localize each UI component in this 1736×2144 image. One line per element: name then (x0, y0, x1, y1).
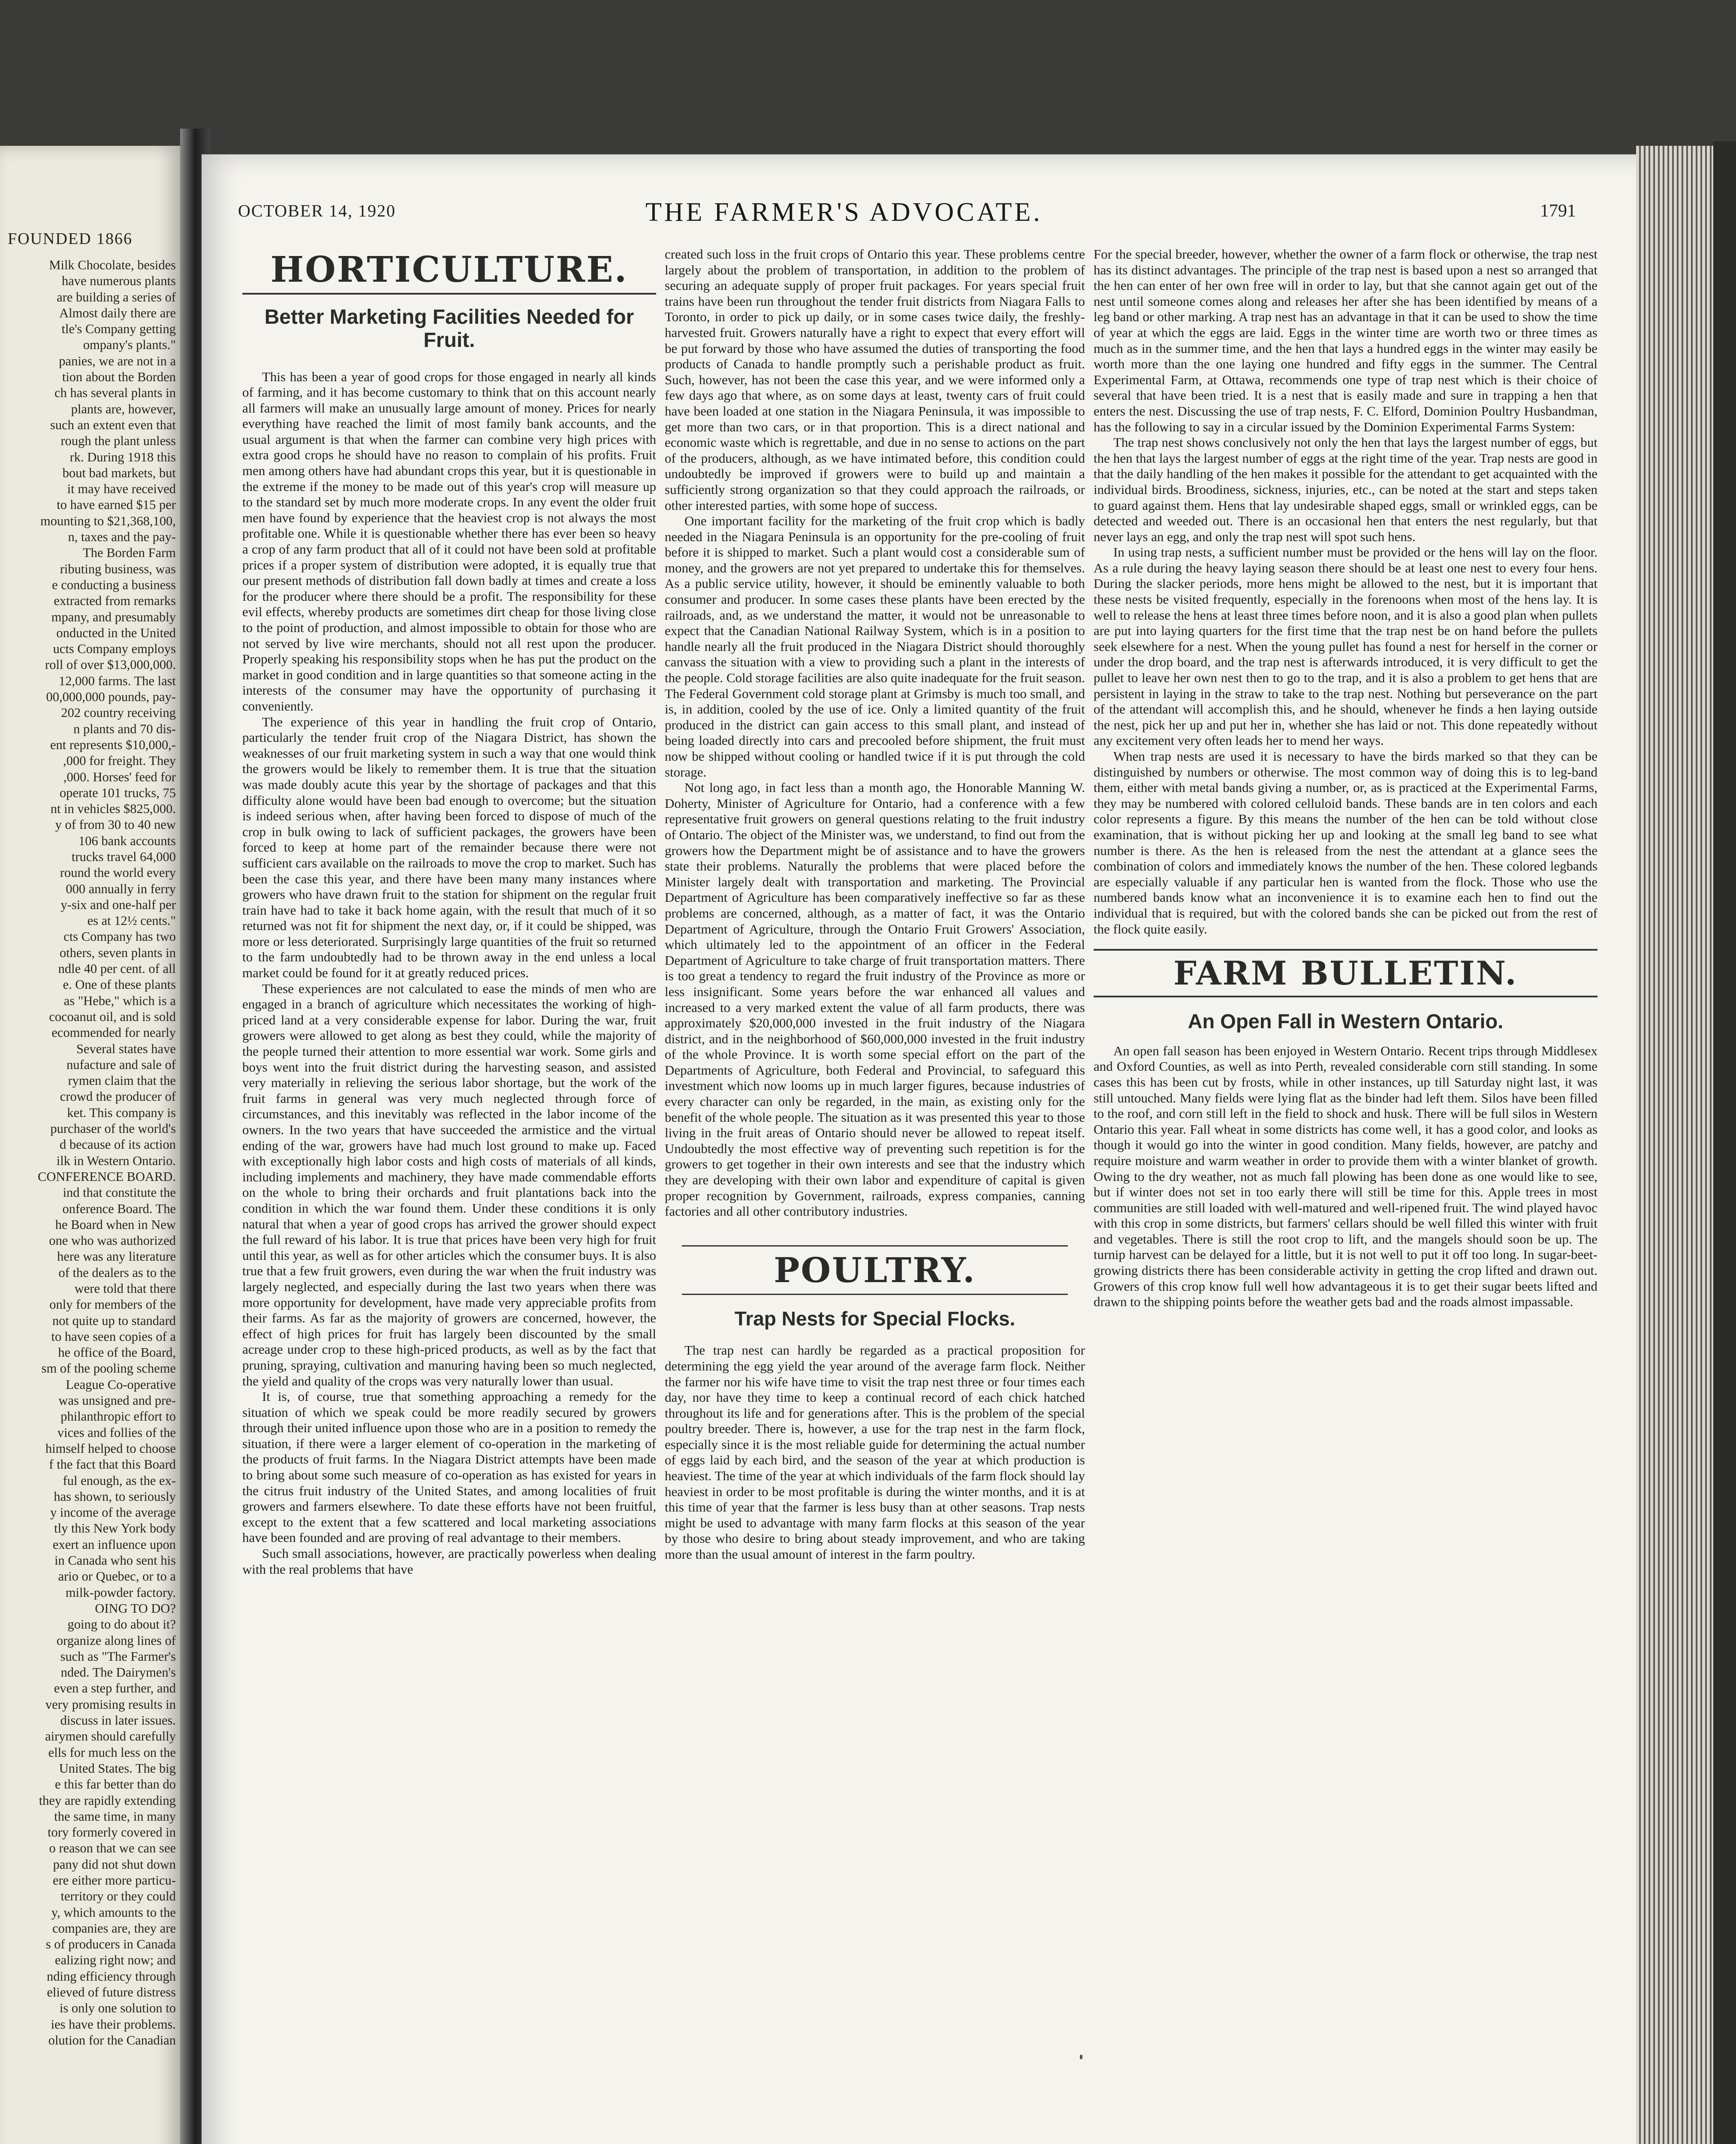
text-fragment: has shown, to seriously (54, 1489, 176, 1504)
text-fragment: ompany's plants." (83, 337, 176, 352)
text-fragment: The Borden Farm (83, 545, 176, 560)
text-fragment: y of from 30 to 40 new (55, 817, 176, 832)
text-fragment: such an extent even that (50, 417, 176, 432)
text-fragment: ributing business, was (60, 561, 176, 576)
text-fragment: such as "The Farmer's (60, 1649, 176, 1664)
text-fragment: tly this New York body (54, 1521, 176, 1536)
text-fragment: have numerous plants (62, 274, 176, 289)
text-fragment: rymen claim that the (68, 1073, 176, 1088)
text-fragment: 106 bank accounts (78, 833, 176, 848)
paragraph: It is, of course, true that something approaching a remedy for the situation of which we speak could be more readily secured by growers through their united influence upon those who are in a position to remedy the situation, if there were a larger element of co-operation in the marketing of the products of fruit farms. In the Niagara District attempts have been made to bring about some such measure of co-operation as has existed for years in the citrus fruit industry of the United States, and among localities of fruit growers and farmers elsewhere. To date these efforts have not been fruitful, except to the extent that a few scattered and local marketing associations have been founded and are proving of real advantage to their members. (242, 1389, 656, 1545)
print-speck (1080, 2055, 1082, 2059)
paragraph: Not long ago, in fact less than a month ago, the Honorable Manning W. Doherty, Minister of Agriculture for Ontario, had a conference with a few representative fruit growers on general questions relating to the fruit industry of Ontario. The object of the Minister was, we understand, to find out from the growers how the Department might be of assistance and to have the growers state their problems. Naturally the problems that were placed before the Minister largely dealt with transportation and marketing. The Provincial Department of Agriculture has been comparatively ineffective so far as these problems are concerned, although, as a matter of fact, it was the Ontario Department of Agriculture, through the Ontario Fruit Growers' Association, which ultimately led to the appointment of an officer in the Federal Department of Agriculture to take charge of fruit transportation matters. There is too great a tendency to regard the fruit industry of the Province as more or less insignificant. Some years before the war enhanced all values and increased to a very marked extent the value of all farm products, there was approximately $20,000,000 invested in the fruit industry of the Niagara district, and in the neighborhood of $60,000,000 invested in the fruit industry of the whole Province. It is worth some special effort on the part of the Departments of Agriculture, both Federal and Provincial, to safeguard this investment which now looms up in much larger figures, because industries of every character can only be regarded, in the main, as existing only for the benefit of the whole people. The situation as it was presented this year to those living in the fruit areas of Ontario should never be allowed to repeat itself. Undoubtedly the most effective way of preventing such repetition is for the growers to get together in their own interests and see that the industry which they are developing with their own labor and expenditure of capital is given proper recognition by Government, railroads, express companies, canning factories and all other contributory industries. (665, 780, 1085, 1219)
text-fragment: in Canada who sent his (54, 1553, 176, 1568)
text-fragment: pany did not shut down (53, 1857, 176, 1872)
text-fragment: one who was authorized (49, 1233, 176, 1248)
text-fragment: ilk in Western Ontario. (56, 1153, 176, 1168)
paragraph: created such loss in the fruit crops of Ontario this year. These problems centre largely about the problem of transportation, in addition to the problem of securing an adequate supply of proper fruit packages. For years special fruit trains have been run throughout the tender fruit districts from Niagara Falls to Toronto, in order to pick up daily, or in some cases twice daily, the freshly-harvested fruit. Growers naturally have a right to expect that every effort will be put forward by those who have assumed the duties of transporting the food products of Canada to handle promptly such a perishable product as fruit. Such, however, has not been the case this year, and we were informed only a few days ago that where, as on some days at least, twenty cars of fruit could have been loaded at one station in the Niagara Peninsula, it was impossible to get more than two cars, or in that proportion. This is a direct national and economic waste which is regrettable, and due in no sense to actions on the part of the producers, although, as we have intimated before, this condition could undoubtedly be improved if growers were to build up and maintain a sufficiently strong organization so that they could approach the railroads, or other interested parties, with some hope of success. (665, 247, 1085, 513)
publication-title: THE FARMER'S ADVOCATE. (645, 198, 1043, 227)
text-fragment: rk. During 1918 this (69, 449, 176, 464)
text-fragment: milk-powder factory. (65, 1585, 176, 1600)
text-fragment: cocoanut oil, and is sold (49, 1009, 176, 1024)
text-fragment: e this far better than do (54, 1777, 176, 1792)
text-fragment: he Board when in New (55, 1217, 176, 1232)
section-rule (1094, 949, 1597, 951)
paragraph: For the special breeder, however, whether the owner of a farm flock or otherwise, the trap nest has its distinct advantages. The principle of the trap nest is based upon a nest so arranged that the hen can enter of her own free will in order to lay, but that she cannot again get out of the nest until someone comes along and releases her after she has been identified by means of a leg band or other marking. A trap nest has an advantage in that it can be used to show the time of year at which the eggs are laid. Eggs in the winter time are worth two or three times as much as in the summer time, and the hen that lays a hundred eggs in the winter may easily be worth more than the one laying one hundred and fifty eggs in the summer. The Central Experimental Farm, at Ottawa, recommends one type of trap nest which is their choice of several that have been tried. It is a nest that is easily made and sure in trapping a hen that enters the nest. Discussing the use of trap nests, F. C. Elford, Dominion Poultry Husbandman, has the following to say in a circular issued by the Dominion Experimental Farms System: (1094, 247, 1597, 434)
text-fragment: are building a series of (57, 289, 176, 304)
text-fragment: es at 12½ cents." (87, 913, 176, 928)
text-fragment: airymen should carefully (45, 1729, 176, 1744)
article-title-open-fall: An Open Fall in Western Ontario. (1187, 1010, 1504, 1033)
text-fragment: 00,000,000 pounds, pay- (46, 690, 176, 705)
paragraph: The experience of this year in handling the fruit crop of Ontario, particularly the tender fruit crop of the Niagara District, has shown the weaknesses of our fruit marketing system in such a way that one would think the growers would be likely to remember them. It is true that the situation was made doubly acute this year by the shortage of packages and that this difficulty alone would have been bad enough to overcome; but the situation is indeed serious when, after having been forced to dispose of much of the crop in bulk owing to lack of sufficient packages, the growers have been forced to keep at home part of the remainder because there were not sufficient cars available on the railroads to move the crop to market. Such has been the case this year, and there have been many many instances where growers who have drawn fruit to the station for shipment on the regular fruit train have had to take it back home again, with the result that much of it so returned was not fit for shipment the next day, or, if it could be shipped, was more or less deteriorated. Surprisingly large quantities of the fruit so returned to the farm undoubtedly had to be thrown away in the end unless a local market could be found for it at greatly reduced prices. (242, 714, 656, 981)
text-fragment: nufacture and sale of (66, 1057, 176, 1072)
text-fragment: United States. The big (59, 1761, 176, 1776)
text-fragment: ent represents $10,000,- (50, 737, 176, 752)
text-fragment: onducted in the United (56, 625, 176, 640)
text-fragment: very promising results in (45, 1697, 176, 1712)
text-fragment: 202 country receiving (61, 705, 176, 720)
text-fragment: ies have their problems. (51, 2017, 176, 2032)
text-fragment: ,000. Horses' feed for (63, 769, 176, 784)
text-fragment: ells for much less on the (48, 1745, 176, 1760)
text-fragment: bout bad markets, but (62, 465, 176, 480)
text-fragment: only for members of the (49, 1297, 176, 1312)
text-fragment: ch has several plants in (54, 385, 176, 400)
text-fragment: n, taxes and the pay- (68, 530, 176, 545)
text-fragment: himself helped to choose (45, 1441, 176, 1456)
poultry-body (665, 1343, 1085, 1562)
text-fragment: tle's Company getting (61, 322, 176, 337)
text-fragment: purchaser of the world's (50, 1121, 176, 1136)
text-fragment: CONFERENCE BOARD. (38, 1169, 176, 1184)
horticulture-body (242, 369, 656, 1578)
section-title-horticulture: HORTICULTURE. (270, 249, 628, 290)
text-fragment: round the world every (60, 865, 176, 880)
text-fragment: League Co-operative (66, 1377, 176, 1392)
text-fragment: territory or they could (60, 1889, 176, 1904)
article-title-trap-nests: Trap Nests for Special Flocks. (734, 1307, 1016, 1330)
text-fragment: Several states have (76, 1041, 176, 1056)
text-fragment: trucks travel 64,000 (71, 849, 176, 864)
farm-bulletin-body (1094, 1043, 1597, 1310)
section-title-farm-bulletin: FARM BULLETIN. (1173, 954, 1518, 993)
text-fragment: y income of the average (50, 1505, 176, 1520)
running-head (238, 197, 1576, 227)
text-fragment: n plants and 70 dis- (73, 721, 176, 736)
text-fragment: ful enough, as the ex- (63, 1473, 176, 1488)
column-2 (665, 247, 1085, 2133)
paragraph: This has been a year of good crops for those engaged in nearly all kinds of farming, and it has become customary to think that on this account nearly all farmers will make an unusually large amount of money. Prices for nearly everything have reached the limit of most family bank accounts, and the usual argument is that when the farmer can combine very high prices with extra good crops he should have no reason to complain of his profits. Fruit men among others have had abundant crops this year, but it is questionable in the extreme if the money to be made out of this year's crop will measure up to the standard set by much more moderate crops. In any event the older fruit men have found by experience that the heaviest crop is not always the most profitable one. While it is questionable whether there has ever been so heavy a crop of any farm product that all of it could not have been sold at profitable prices if a proper system of distribution were adopted, it is equally true that our present methods of distribution fall down badly at times and create a loss for the producer where there should be a profit. The responsibility for these evil effects, whereby products are sometimes dirt cheap for those living close to the point of production, and almost impossible to obtain for those who are not served by live wire merchants, should not all rest upon the producer. Properly speaking his responsibility stops when he has put the product on the market in good condition and in large quantities so that someone acting in the interests of the consumer may have the opportunity of purchasing it conveniently. (242, 369, 656, 714)
text-fragment: is only one solution to (59, 2001, 176, 2016)
paragraph: In using trap nests, a sufficient number must be provided or the hens will lay on the floor. As a rule during the heavy laying season there should be at least one nest to every four hens. During the slacker periods, more hens might be allowed to the nest, but it is important that these nests be visited frequently, especially in the forenoons when most of the hens lay. It is well to release the hens at least three times before noon, and it is also a good plan when pullets are put into laying quarters for the first time that the trap nest be on hand before the pullets seek elsewhere for a nest. When the young pullet has found a nest for herself in the corner or under the drop board, and the trap nest is afterwards introduced, it is very difficult to get the pullet to leave her own nest then to go to the trap, and it is also a problem to get hens that are persistent in laying in the straw to take to the trap nest. Nothing but perseverance on the part of the attendant will accomplish this, and he should, whenever he finds a hen laying outside the nest, pick her up and put her in, whether she has laid or not. This done repeatedly without any excitement very often leads her to mend her ways. (1094, 545, 1597, 748)
text-fragment: exert an influence upon (52, 1537, 176, 1552)
text-fragment: panies, we are not in a (59, 353, 176, 368)
left-page (0, 146, 180, 2144)
text-fragment: ario or Quebec, or to a (58, 1569, 176, 1584)
page-edges-shadow (1713, 142, 1736, 2144)
text-fragment: roll of over $13,000,000. (45, 657, 176, 672)
text-fragment: discuss in later issues. (60, 1713, 176, 1728)
text-fragment: of the dealers as to the (58, 1265, 176, 1280)
text-fragment: here was any literature (57, 1249, 176, 1264)
section-rule (1094, 996, 1597, 997)
page-number: 1791 (1540, 201, 1576, 221)
text-fragment: to have seen copies of a (51, 1329, 176, 1344)
text-fragment: OING TO DO? (95, 1601, 176, 1616)
text-fragment: olution for the Canadian (48, 2033, 176, 2048)
text-fragment: ere either more particu- (52, 1873, 176, 1888)
text-fragment: companies are, they are (52, 1921, 176, 1936)
text-fragment: was unsigned and pre- (58, 1393, 176, 1408)
text-fragment: d because of its action (59, 1137, 176, 1152)
text-fragment: e. One of these plants (63, 977, 176, 992)
text-fragment: going to do about it? (67, 1617, 176, 1632)
text-fragment: ,000 for freight. They (63, 753, 176, 768)
text-fragment: ucts Company employs (53, 641, 176, 656)
text-fragment: 000 annually in ferry (66, 881, 176, 896)
section-rule (682, 1245, 1068, 1247)
text-fragment: to have earned $15 per (57, 497, 176, 512)
section-rule (682, 1294, 1068, 1295)
text-fragment: the same time, in many (54, 1809, 176, 1824)
horticulture-body-continued (665, 247, 1085, 1220)
section-rule (242, 293, 656, 295)
text-fragment: operate 101 trucks, 75 (59, 785, 176, 800)
text-fragment: plants are, however, (71, 401, 176, 416)
text-fragment: nt in vehicles $825,000. (50, 801, 176, 816)
issue-date: OCTOBER 14, 1920 (238, 201, 396, 220)
text-fragment: mounting to $21,368,100, (40, 513, 176, 528)
poultry-body-continued (1094, 247, 1597, 937)
left-page-header: FOUNDED 1866 (8, 230, 133, 248)
text-fragment: 12,000 farms. The last (58, 673, 176, 688)
text-fragment: ket. This company is (67, 1105, 176, 1120)
text-fragment: cts Company has two (63, 929, 176, 944)
column-3 (1094, 247, 1597, 2112)
text-fragment: ind that constitute the (63, 1185, 176, 1200)
text-fragment: crowd the producer of (60, 1089, 176, 1104)
paragraph: An open fall season has been enjoyed in Western Ontario. Recent trips through Middlesex and Oxford Counties, as well as into Perth, revealed considerable corn still standing. In some cases this has been cut by frosts, while in other instances, up till Saturday night last, it was still untouched. Many fields were lying flat as the binder had left them. Silos have been filled to the roof, and corn still left in the field to shock and husk. There will be full silos in Western Ontario this year. Fall wheat in some districts has come well, it has a good color, and looks as though it would go into the winter in good condition. Many fields, however, are patchy and require moisture and warm weather in order to provide them with a winter blanket of growth. Owing to the dry weather, not as much fall plowing has been done as one would like to see, but if winter does not set in too early there will still be time for this. Apple trees in most communities are still loaded with well-matured and well-ripened fruit. The wind played havoc with this crop in some districts, but farmers' cellars should be well filled this winter with fruit and vegetables. There is still the root crop to lift, and the mangels should soon be up. The turnip harvest can be delayed for a little, but it is not well to put it off too long. In sugar-beet-growing districts there has been considerable activity in getting the crop lifted and drawn out. Growers of this crop know full well how advantageous it is to get their sugar beets lifted and drawn to the shipping points before the weather gets bad and the roads almost impassable. (1094, 1043, 1597, 1310)
text-fragment: Almost daily there are (59, 305, 176, 320)
left-page-text (0, 257, 176, 2144)
text-fragment: ecommended for nearly (51, 1025, 176, 1040)
text-fragment: onference Board. The (62, 1201, 176, 1216)
text-fragment: it may have received (67, 482, 176, 497)
text-fragment: nded. The Dairymen's (60, 1665, 176, 1680)
text-fragment: s of producers in Canada (45, 1937, 176, 1952)
text-fragment: ealizing right now; and (54, 1953, 176, 1968)
text-fragment: ndle 40 per cent. of all (58, 961, 176, 976)
section-title-poultry: POULTRY. (774, 1250, 976, 1290)
text-fragment: sm of the pooling scheme (41, 1361, 176, 1376)
text-fragment: f the fact that this Board (49, 1457, 176, 1472)
text-fragment: even a step further, and (54, 1681, 176, 1696)
text-fragment: others, seven plants in (59, 945, 176, 960)
text-fragment: mpany, and presumably (51, 609, 176, 624)
text-fragment: Milk Chocolate, besides (49, 258, 176, 272)
text-fragment: not quite up to standard (52, 1313, 176, 1328)
text-fragment: vices and follies of the (57, 1425, 176, 1440)
text-fragment: o reason that we can see (49, 1841, 176, 1856)
text-fragment: rough the plant unless (60, 434, 176, 449)
text-fragment: e conducting a business (52, 577, 176, 592)
text-fragment: elieved of future distress (47, 1985, 176, 2000)
text-fragment: y, which amounts to the (51, 1905, 176, 1920)
text-fragment: y-six and one-half per (60, 897, 176, 912)
text-fragment: were told that there (74, 1281, 176, 1296)
paragraph: Such small associations, however, are practically powerless when dealing with the real problems that have (242, 1546, 656, 1577)
text-fragment: organize along lines of (56, 1633, 176, 1648)
text-fragment: he office of the Board, (58, 1345, 176, 1360)
article-title-fruit-marketing: Better Marketing Facilities Needed for Fruit. (264, 306, 634, 352)
paragraph: The trap nest shows conclusively not only the hen that lays the largest number of eggs, but the hen that lays the largest number of eggs at the right time of the year. Trap nests are good in that the daily handling of the hen makes it possible for the attendant to get acquainted with the individual birds. Broodiness, sickness, injuries, etc., can be noted at the start and steps taken to guard against them. Hens that lay undesirable shaped eggs, small or wrinkled eggs, can be detected and weeded out. There is an occasional hen that enters the nest regularly, but that never lays an egg, and only the trap nest will spot such hens. (1094, 435, 1597, 544)
text-fragment: tion about the Borden (62, 370, 176, 385)
paragraph: When trap nests are used it is necessary to have the birds marked so that they can be distinguished by numbers or otherwise. The most common way of doing this is to leg-band them, either with metal bands giving a number, or, as is practiced at the Experimental Farms, they may be numbered with colored celluloid bands. These bands are in ten colors and each color represents a figure. By this means the number of the hen can be told without close examination, that is without picking her up and looking at the small leg band to see what number is there. As the hen is released from the nest the attendant at a glance sees the combination of colors and immediately knows the number of the hen. These colored legbands are especially valuable if any particular hen is wanted from the flock. Those who use the numbered bands know what an inconvenience it is to examine each hen to find out the individual that is required, but with the colored bands she can be picked out from the rest of the flock quite easily. (1094, 749, 1597, 936)
page-edges (1636, 146, 1722, 2144)
paragraph: One important facility for the marketing of the fruit crop which is badly needed in the Niagara Peninsula is an opportunity for the pre-cooling of fruit before it is shipped to market. Such a plant would cost a considerable sum of money, and the growers are not yet prepared to undertake this for themselves. As a public service utility, however, it should be eminently valuable to both consumer and producer. In some cases these plants have been erected by the railroads, and, as we understand the matter, it would not be unreasonable to expect that the Canadian National Railway System, which is in a position to handle nearly all the fruit produced in the Niagara District should thoroughly canvass the situation with a view to providing such a plant in the interests of the people. Cold storage facilities are also quite inadequate for the fruit season. The Federal Government cold storage plant at Grimsby is much too small, and is, in addition, cooled by the use of ice. Only a limited quantity of the fruit produced in the district can gain access to this small plant, and instead of being loaded directly into cars and precooled before shipment, the fruit must now be shipped without cooling or handled twice if it is put through the cold storage. (665, 513, 1085, 780)
column-1 (242, 247, 656, 2125)
text-fragment: philanthropic effort to (60, 1409, 176, 1424)
text-fragment: as "Hebe," which is a (63, 993, 176, 1008)
text-fragment: tory formerly covered in (48, 1825, 176, 1840)
paragraph: These experiences are not calculated to ease the minds of men who are engaged in a branch of agriculture which necessitates the working of high-priced land at a very considerable expense for labor. During the war, fruit growers were allowed to get along as best they could, while the majority of the people turned their attention to more essential war work. Some girls and boys went into the fruit district during the harvesting season, and assisted very materially in relieving the serious labor shortage, but the work of the fruit farms in general was very much neglected through force of circumstances, and this inevitably was reflected in the labor income of the owners. In the two years that have succeeded the armistice and the virtual ending of the war, growers have had much lost ground to make up. Faced with exceptionally high labor costs and high costs of materials of all kinds, including implements and machinery, they have made commendable efforts on the whole to bring their orchards and fruit plantations back into the condition in which the war found them. Under these conditions it is only natural that when a year of good crops has arrived the grower should expect the full reward of his labor. It is true that prices have been very high for fruit until this year, as well as for other articles which the consumer buys. It is also true that a few fruit growers, even during the war when the fruit industry was largely neglected, and especially during the last two years when there was more opportunity for development, have made very appreciable profits from their farms. As far as the majority of growers are concerned, however, the effect of high prices for fruit has largely been discounted by the small acreage under crop to these high-priced products, as well as by the fact that pruning, spraying, cultivation and manuring having been so much neglected, the yield and quality of the crops was very naturally lower than usual. (242, 981, 656, 1388)
text-fragment: they are rapidly extending (39, 1793, 176, 1808)
text-fragment: extracted from remarks (54, 593, 176, 608)
paragraph: The trap nest can hardly be regarded as a practical proposition for determining the egg yield the year around of the average farm flock. Neither the farmer nor his wife have time to visit the trap nest three or four times each day, nor have they time to keep a continual record of each chick hatched throughout its life and for generations after. This is the problem of the special poultry breeder. There is, however, a use for the trap nest in the farm flock, especially since it is the most reliable guide for determining the actual number of eggs laid by each bird, and the season of the year at which production is heaviest. The time of the year at which individuals of the farm flock should lay heaviest in order to be most profitable is during the winter months, and it is at this time of year that the farmer is less busy than at other seasons. Trap nests might be used to advantage with many farm flocks at this season of the year by those who desire to bring about steady improvement, and who are taking more than the usual amount of interest in the farm poultry. (665, 1343, 1085, 1562)
text-fragment: nding efficiency through (47, 1969, 176, 1984)
